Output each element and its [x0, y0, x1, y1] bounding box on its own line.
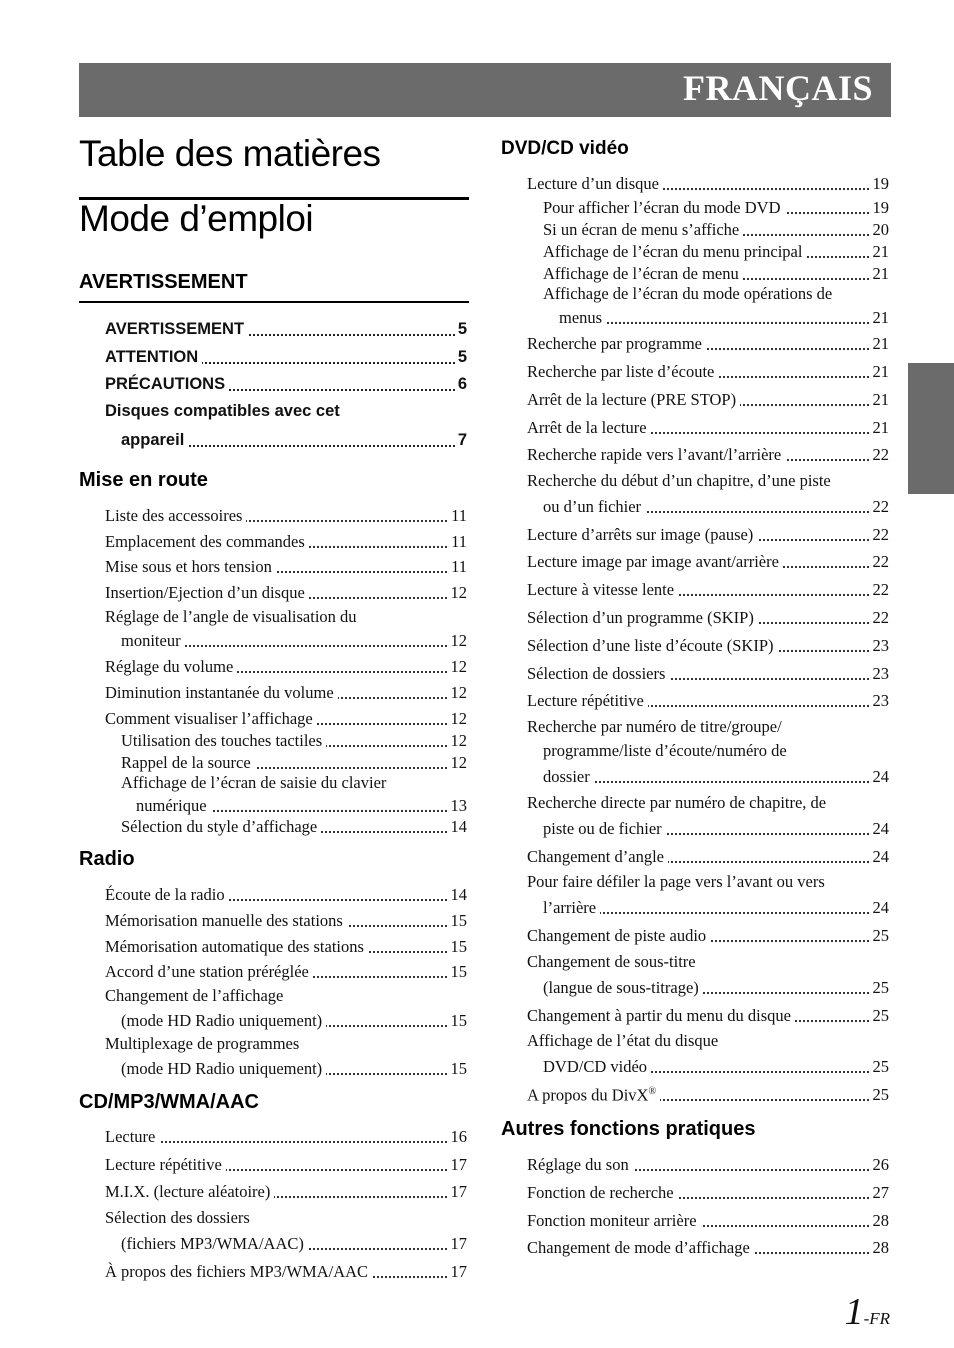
- toc-entry[interactable]: Mémorisation automatique des stations 15: [105, 937, 467, 956]
- toc-entry[interactable]: A propos du DivX® 25: [527, 1083, 889, 1104]
- toc-entry[interactable]: Recherche par numéro de titre/groupe/: [527, 717, 782, 736]
- toc-entry[interactable]: l’arrière 24: [543, 898, 889, 917]
- toc-entry[interactable]: Fonction moniteur arrière 28: [527, 1211, 889, 1230]
- toc-entry[interactable]: piste ou de fichier 24: [543, 819, 889, 838]
- toc-entry[interactable]: moniteur 12: [121, 631, 467, 650]
- language-banner: [79, 63, 891, 117]
- toc-entry[interactable]: Affichage de l’écran du mode opérations de: [543, 284, 833, 303]
- toc-entry[interactable]: Recherche directe par numéro de chapitre, de: [527, 793, 827, 812]
- toc-entry[interactable]: Changement de piste audio 25: [527, 926, 889, 945]
- toc-entry[interactable]: Lecture répétitive 17: [105, 1155, 467, 1174]
- toc-entry[interactable]: Mise sous et hors tension 11: [105, 557, 467, 576]
- toc-entry[interactable]: Changement de mode d’affichage 28: [527, 1238, 889, 1257]
- section-autres: Autres fonctions pratiques: [501, 1118, 756, 1140]
- toc-entry[interactable]: Emplacement des commandes 11: [105, 532, 467, 551]
- toc-entry[interactable]: Recherche du début d’un chapitre, d’une piste: [527, 471, 831, 490]
- section-avertissement: AVERTISSEMENT: [79, 271, 248, 293]
- toc-entry[interactable]: À propos des fichiers MP3/WMA/AAC 17: [105, 1262, 467, 1281]
- toc-entry[interactable]: Utilisation des touches tactiles 12: [121, 731, 467, 750]
- toc-entry[interactable]: Lecture image par image avant/arrière 22: [527, 552, 889, 571]
- toc-entry[interactable]: Disques compatibles avec cet: [105, 402, 340, 420]
- toc-title: Table des matières: [79, 133, 381, 174]
- toc-entry[interactable]: Liste des accessoires 11: [105, 506, 467, 525]
- toc-entry[interactable]: Affichage de l’écran du menu principal 21: [543, 242, 889, 261]
- toc-entry[interactable]: Sélection d’une liste d’écoute (SKIP) 23: [527, 636, 889, 655]
- toc-entry[interactable]: Multiplexage de programmes: [105, 1034, 300, 1053]
- toc-entry[interactable]: appareil 7: [121, 431, 467, 449]
- toc-entry[interactable]: Recherche rapide vers l’avant/l’arrière 22: [527, 445, 889, 464]
- toc-entry[interactable]: Réglage de l’angle de visualisation du: [105, 607, 357, 626]
- toc-entry[interactable]: Sélection des dossiers: [105, 1208, 250, 1227]
- toc-entry[interactable]: Changement à partir du menu du disque 25: [527, 1006, 889, 1025]
- manual-title: Mode d’emploi: [79, 198, 314, 239]
- toc-entry[interactable]: Changement de sous-titre: [527, 952, 696, 971]
- toc-entry[interactable]: Pour faire défiler la page vers l’avant ou vers: [527, 872, 825, 891]
- toc-entry[interactable]: AVERTISSEMENT 5: [105, 320, 467, 338]
- toc-entry[interactable]: (mode HD Radio uniquement) 15: [121, 1059, 467, 1078]
- toc-entry[interactable]: M.I.X. (lecture aléatoire) 17: [105, 1182, 467, 1201]
- section-cd-mp3: CD/MP3/WMA/AAC: [79, 1091, 259, 1113]
- toc-entry[interactable]: DVD/CD vidéo 25: [543, 1057, 889, 1076]
- section-radio: Radio: [79, 848, 135, 870]
- page-number: 1-FR: [844, 1291, 890, 1333]
- toc-entry[interactable]: Sélection de dossiers 23: [527, 664, 889, 683]
- toc-entry[interactable]: ou d’un fichier 22: [543, 497, 889, 516]
- toc-entry[interactable]: Arrêt de la lecture 21: [527, 418, 889, 437]
- toc-entry[interactable]: (langue de sous-titrage) 25: [543, 978, 889, 997]
- toc-entry[interactable]: Lecture répétitive 23: [527, 691, 889, 710]
- toc-entry[interactable]: Arrêt de la lecture (PRE STOP) 21: [527, 390, 889, 409]
- toc-entry[interactable]: ATTENTION 5: [105, 348, 467, 366]
- section-dvd: DVD/CD vidéo: [501, 138, 629, 159]
- toc-entry[interactable]: Recherche par programme 21: [527, 334, 889, 353]
- toc-entry[interactable]: Changement d’angle 24: [527, 847, 889, 866]
- toc-entry[interactable]: Insertion/Ejection d’un disque 12: [105, 583, 467, 602]
- toc-entry[interactable]: Écoute de la radio 14: [105, 885, 467, 904]
- toc-entry[interactable]: Lecture d’arrêts sur image (pause) 22: [527, 525, 889, 544]
- toc-entry[interactable]: Lecture 16: [105, 1127, 467, 1146]
- toc-entry[interactable]: Diminution instantanée du volume 12: [105, 683, 467, 702]
- toc-entry[interactable]: Comment visualiser l’affichage 12: [105, 709, 467, 728]
- toc-entry[interactable]: Réglage du volume 12: [105, 657, 467, 676]
- toc-entry[interactable]: Affichage de l’état du disque: [527, 1031, 719, 1050]
- side-tab-marker: [908, 363, 954, 494]
- toc-entry[interactable]: Lecture d’un disque 19: [527, 174, 889, 193]
- toc-entry[interactable]: Pour afficher l’écran du mode DVD 19: [543, 198, 889, 217]
- toc-entry[interactable]: (fichiers MP3/WMA/AAC) 17: [121, 1234, 467, 1253]
- toc-entry[interactable]: Affichage de l’écran de menu 21: [543, 264, 889, 283]
- toc-entry[interactable]: dossier 24: [543, 767, 889, 786]
- section-divider: [79, 301, 469, 303]
- toc-entry[interactable]: Changement de l’affichage: [105, 986, 284, 1005]
- section-mise-en-route: Mise en route: [79, 469, 208, 491]
- toc-entry[interactable]: Sélection d’un programme (SKIP) 22: [527, 608, 889, 627]
- toc-entry[interactable]: (mode HD Radio uniquement) 15: [121, 1011, 467, 1030]
- toc-entry[interactable]: Fonction de recherche 27: [527, 1183, 889, 1202]
- toc-entry[interactable]: menus 21: [559, 308, 889, 327]
- toc-entry[interactable]: numérique 13: [136, 796, 467, 815]
- toc-entry[interactable]: Lecture à vitesse lente 22: [527, 580, 889, 599]
- toc-entry[interactable]: Recherche par liste d’écoute 21: [527, 362, 889, 381]
- toc-entry[interactable]: Si un écran de menu s’affiche 20: [543, 220, 889, 239]
- toc-entry[interactable]: Affichage de l’écran de saisie du clavier: [121, 773, 387, 792]
- toc-entry[interactable]: programme/liste d’écoute/numéro de: [543, 741, 787, 760]
- language-label: FRANÇAIS: [682, 68, 873, 108]
- toc-entry[interactable]: Mémorisation manuelle des stations 15: [105, 911, 467, 930]
- toc-entry[interactable]: Sélection du style d’affichage 14: [121, 817, 467, 836]
- toc-entry[interactable]: Accord d’une station préréglée 15: [105, 962, 467, 981]
- toc-entry[interactable]: Réglage du son 26: [527, 1155, 889, 1174]
- toc-entry[interactable]: PRÉCAUTIONS 6: [105, 375, 467, 393]
- toc-entry[interactable]: Rappel de la source 12: [121, 753, 467, 772]
